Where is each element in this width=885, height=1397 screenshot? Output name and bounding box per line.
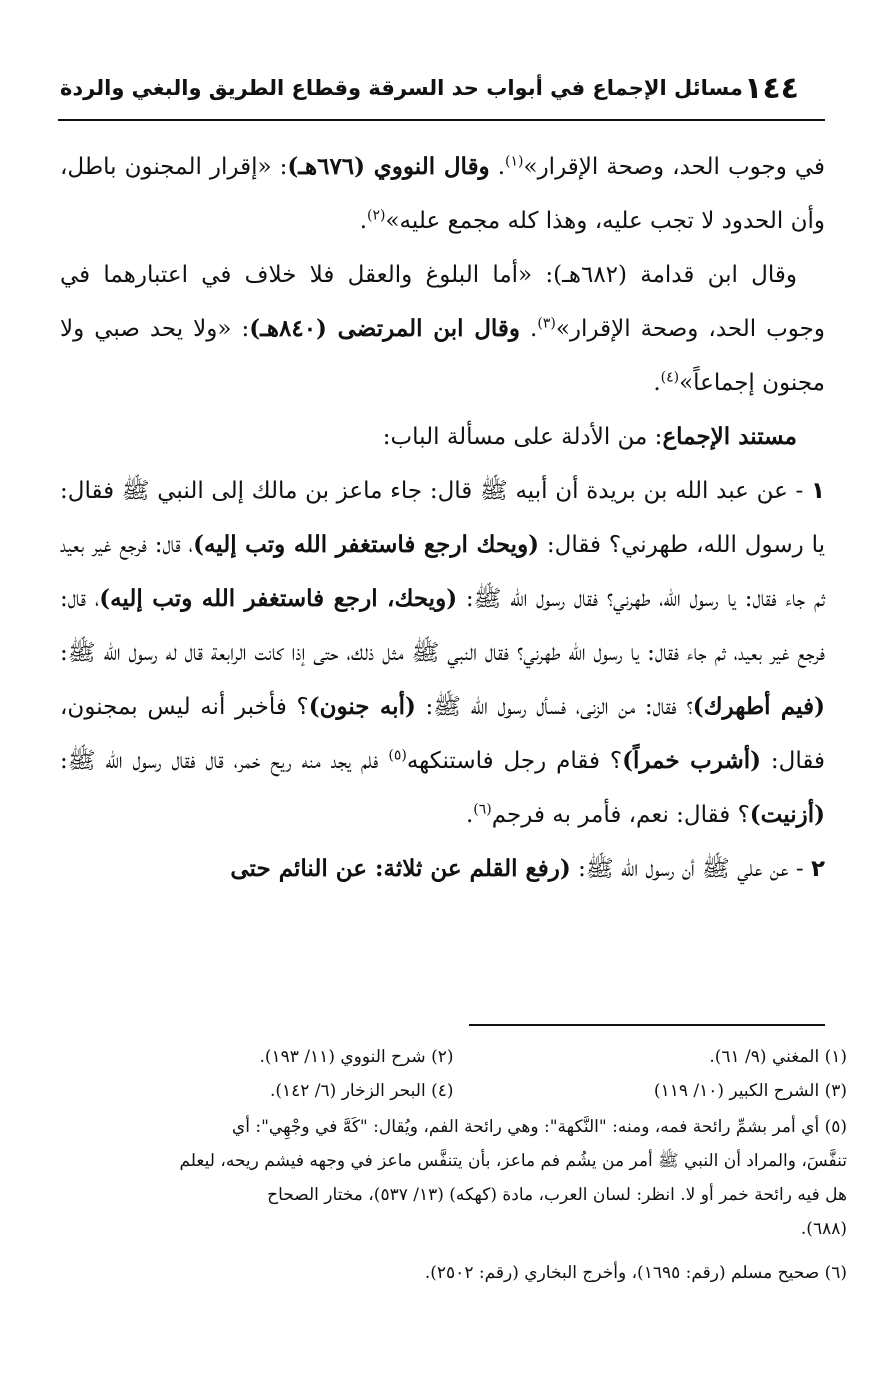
header-rule xyxy=(58,119,825,121)
footnote-6: (٦) صحيح مسلم (رقم: ١٦٩٥)، وأخرج البخاري (رقم: ٢٥٠٢). xyxy=(424,1263,847,1283)
page-header xyxy=(60,62,825,114)
footnote-ref-2[interactable]: (٢) xyxy=(367,207,386,224)
footnote-2: (٢) شرح النووي (١١/ ١٩٣). xyxy=(259,1047,454,1067)
footnote-ref-3[interactable]: (٣) xyxy=(537,315,556,332)
footnote-4: (٤) البحر الزخار (٦/ ١٤٢). xyxy=(269,1081,454,1101)
hadith-number-1: ١ xyxy=(810,478,825,504)
paragraph-evidence-heading: مستند الإجماع: من الأدلة على مسألة الباب: xyxy=(382,423,797,450)
main-text xyxy=(60,140,825,896)
evidence-label: مستند الإجماع xyxy=(662,423,797,450)
footnote-3: (٣) الشرح الكبير (١٠/ ١١٩) xyxy=(653,1081,847,1101)
hadith-2: ٢ - عن علي ﷺ أن رسول الله ﷺ: (رفع القلم عن ثلاثة: عن النائم حتى xyxy=(230,855,825,882)
footnote-row-1 xyxy=(60,1040,847,1074)
page-number: ١٤٤ xyxy=(744,70,799,106)
footnote-ref-6[interactable]: (٦) xyxy=(473,801,492,818)
footnote-separator xyxy=(469,1024,825,1026)
running-title: مسائل الإجماع في أبواب حد السرقة وقطاع الطريق والبغي والردة xyxy=(60,76,743,100)
hadith-number-2: ٢ xyxy=(810,856,825,882)
footnote-1: (١) المغني (٩/ ٦١). xyxy=(709,1047,847,1067)
footnote-ref-4[interactable]: (٤) xyxy=(660,369,680,386)
paragraph-ibn-qudama: وقال ابن قدامة (٦٨٢هـ): «أما البلوغ والعقل فلا خلاف في اعتبارهما في وجوب الحد، وصحة الإقرار»$^{(٣)}$. وقال ابن المرتضى (٨٤٠هـ): «ولا يحد صبي ولا مجنون إجماعاً»$^{(٤)}$. xyxy=(60,262,825,396)
hadith-1: ١ - عن عبد الله بن بريدة أن أبيه ﷺ قال: جاء ماعز بن مالك إلى النبي ﷺ فقال: يا رسول الله، طهرني؟ فقال: (ويحك ارجع فاستغفر الله وتب إليه)، قال: فرجع غير بعيد ثم جاء فقال: يا رسول الله، طهرني؟ فقال رسول الله ﷺ: (ويحك، ارجع فاستغفر الله وتب إليه)، قال: فرجع غير بعيد، ثم جاء فقال: يا رسول الله طهرني؟ فقال النبي ﷺ مثل ذلك، حتى إذا كانت الرابعة قال له رسول الله ﷺ: (فيم أطهرك)؟ فقال: من الزنى، فسأل رسول الله ﷺ: (أبه جنون)؟ فأخبر أنه ليس بمجنون، فقال: (أشرب خمراً)؟ فقام رجل فاستنكهه$^{(٥)}$ فلم يجد منه ريح خمر، قال فقال رسول الله ﷺ: (أزنيت)؟ فقال: نعم، فأمر به فرجم$^{(٦)}$. xyxy=(60,478,825,828)
scholar-nawawi: وقال النووي (٦٧٦هـ) xyxy=(287,153,490,180)
scholar-ibn-murtada: وقال ابن المرتضى (٨٤٠هـ) xyxy=(249,315,521,342)
footnote-ref-1[interactable]: (١) xyxy=(505,153,524,170)
paragraph-nawawi: في وجوب الحد، وصحة الإقرار»$^{(١)}$. وقال النووي (٦٧٦هـ): «إقرار المجنون باطل، وأن الحدود لا تجب عليه، وهذا كله مجمع عليه»$^{(٢)}$. xyxy=(60,153,826,234)
footnote-5: (٥) أي أمر بشمِّ رائحة فمه، ومنه: "النَّكهة": وهي رائحة الفم، ويُقال: "كَهَّ في وجْهِي": أي تنفَّسَ، والمراد أن النبي ﷺ أمر من يشُم فم ماعز، بأن يتنفَّس ماعز في وجهه فيشم ريحه، ليعلم هل فيه رائحة خمر أو لا. انظر: لسان العرب، مادة (كهكه) (١٣/ ٥٣٧)، مختار الصحاح (٦٨٨). xyxy=(179,1117,847,1239)
footnote-ref-5[interactable]: (٥) xyxy=(388,747,407,764)
footnotes xyxy=(60,1040,847,1290)
footnote-row-2 xyxy=(60,1074,847,1108)
